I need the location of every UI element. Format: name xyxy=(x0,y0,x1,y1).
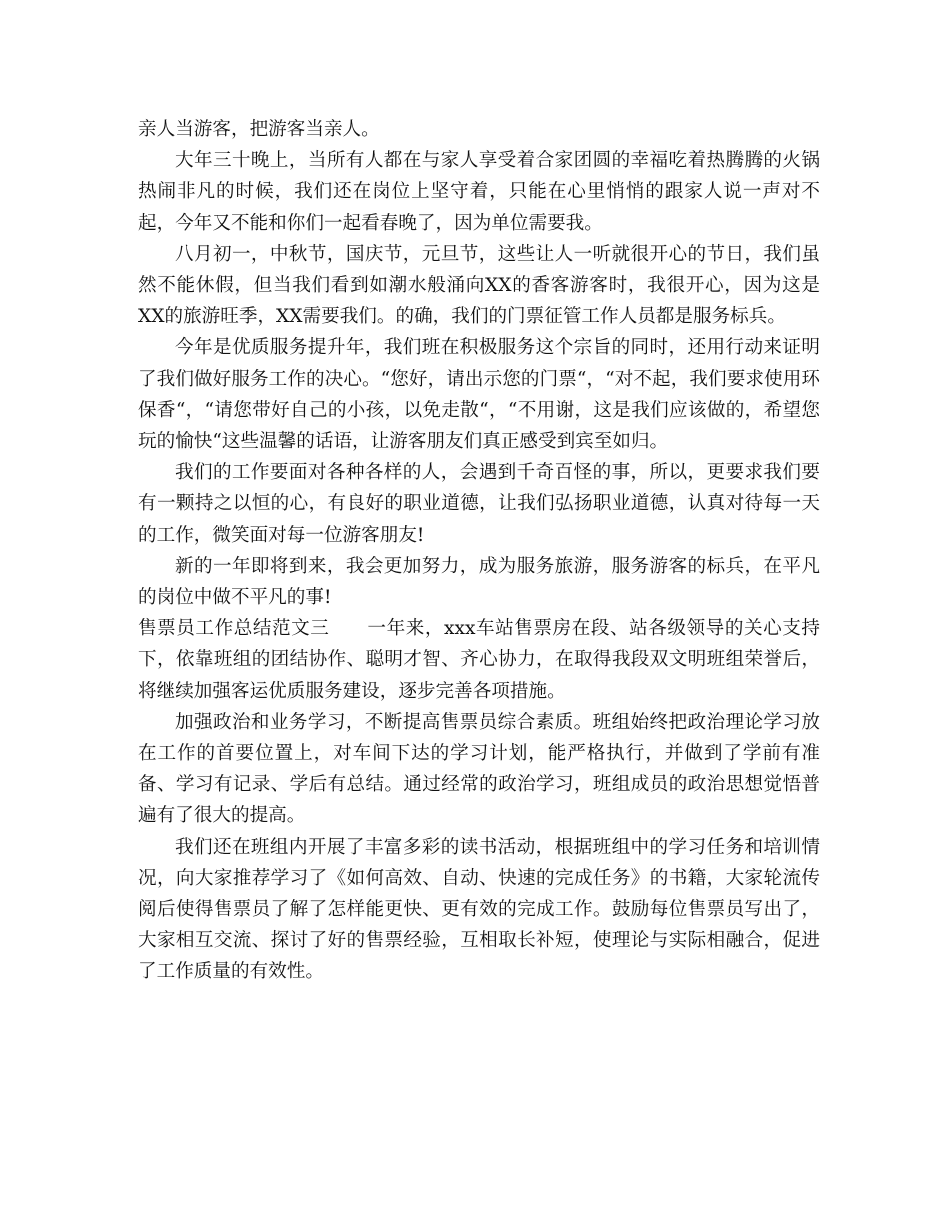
section-title: 售票员工作总结范文三 xyxy=(138,618,330,640)
document-page xyxy=(138,114,820,988)
paragraph-5: 我们的工作要面对各种各样的人，会遇到千奇百怪的事，所以，更要求我们要有一颗持之以恒的心，有良好的职业道德，让我们弘扬职业道德，认真对待每一天的工作，微笑面对每一位游客朋友! xyxy=(138,462,820,546)
section-intro: 一年来，xxx车站售票房在段、站各级领导的关心支持下，依靠班组的团结协作、聪明才智、齐心协力，在取得我段双文明班组荣誉后，将继续加强客运优质服务建设，逐步完善各项措施。 xyxy=(138,618,820,702)
paragraph-4: 今年是优质服务提升年，我们班在积极服务这个宗旨的同时，还用行动来证明了我们做好服务工作的决心。“您好，请出示您的门票“，“对不起，我们要求使用环保香“，“请您带好自己的小孩，以免走散“，“不用谢，这是我们应该做的，希望您玩的愉快“这些温馨的话语，让游客朋友们真正感受到宾至如归。 xyxy=(138,337,820,453)
paragraph-7: 加强政治和业务学习，不断提高售票员综合素质。班组始终把政治理论学习放在工作的首要位置上，对车间下达的学习计划，能严格执行，并做到了学前有准备、学习有记录、学后有总结。通过经常的政治学习，班组成员的政治思想觉悟普遍有了很大的提高。 xyxy=(138,711,820,827)
paragraph-8: 我们还在班组内开展了丰富多彩的读书活动，根据班组中的学习任务和培训情况，向大家推荐学习了《如何高效、自动、快速的完成任务》的书籍，大家轮流传阅后使得售票员了解了怎样能更快、更有效的完成工作。鼓励每位售票员写出了，大家相互交流、探讨了好的售票经验，互相取长补短，使理论与实际相融合，促进了工作质量的有效性。 xyxy=(138,836,820,983)
paragraph-2: 大年三十晚上，当所有人都在与家人享受着合家团圆的幸福吃着热腾腾的火锅热闹非凡的时候，我们还在岗位上坚守着，只能在心里悄悄的跟家人说一声对不起，今年又不能和你们一起看春晚了，因为单位需要我。 xyxy=(138,150,820,234)
paragraph-3: 八月初一，中秋节，国庆节，元旦节，这些让人一听就很开心的节日，我们虽然不能休假，但当我们看到如潮水般涌向XX的香客游客时，我很开心，因为这是XX的旅游旺季，XX需要我们。的确，我们的门票征管工作人员都是服务标兵。 xyxy=(138,243,820,328)
section-paragraph xyxy=(138,613,820,707)
paragraph-1: 亲人当游客，把游客当亲人。 xyxy=(138,119,380,140)
paragraph-6: 新的一年即将到来，我会更加努力，成为服务旅游，服务游客的标兵，在平凡的岗位中做不平凡的事! xyxy=(138,555,820,609)
